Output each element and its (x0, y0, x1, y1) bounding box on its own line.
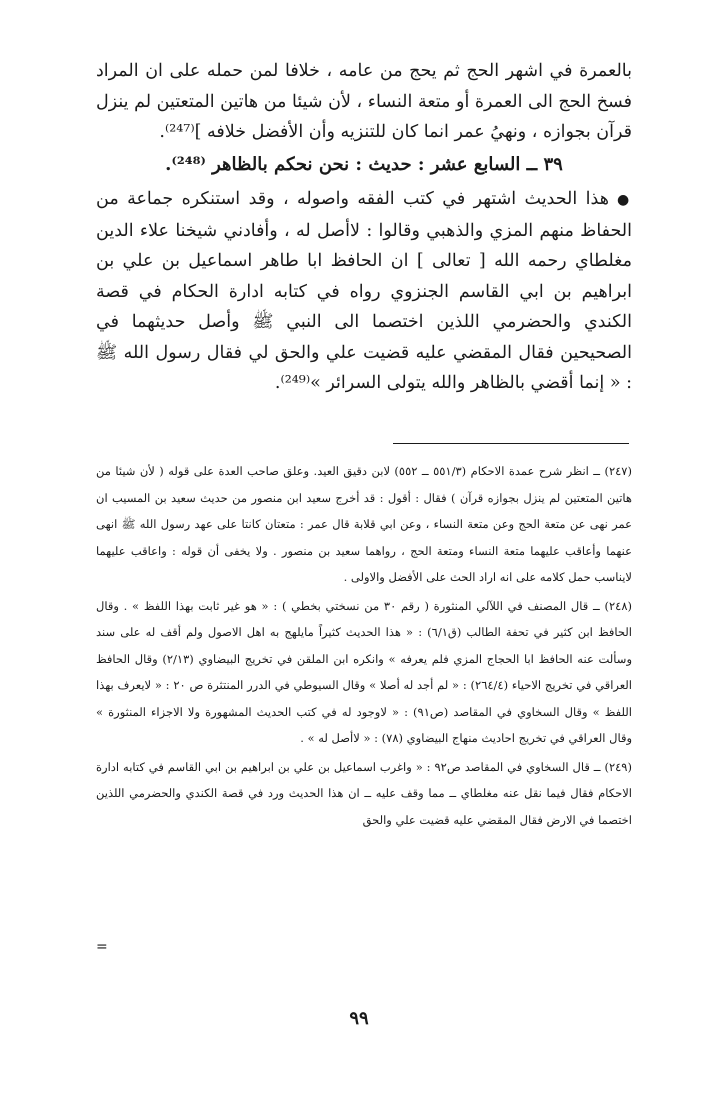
footnote-248: (٢٤٨) ــ قال المصنف في اللآلي المنثورة ( رقم ٣٠ من نسختي بخطي ) : « هو غير ثابت بهذا اللفظ » . وقال الحافظ ابن كثير في تحفة الطالب (ق٦/١) : « هذا الحديث كثيراً مايلهج به اهل الاصول ولم أقف له على سند وسألت عنه الحافظ ابا الحجاج المزي فلم يعرفه » وانكره ابن الملقن في تخريج البيضاوي (٢/١٣) وقال الحافظ العراقي في تخريج الاحياء (٢٦٤/٤) : « لم أجد له أصلا » وقال السيوطي في الدرر المنتثرة ص ٢٠ : « لايعرف بهذا اللفظ » وقال السخاوي في المقاصد (ص٩١) : « لاوجود له في كتب الحديث المشهورة ولا الاجزاء المنثورة » وقال العراقي في تخريج احاديث منهاج البيضاوي (٧٨) : « لاأصل له » . (96, 598, 633, 745)
footnote-divider (393, 443, 629, 444)
body-text: هذا الحديث اشتهر في كتب الفقه واصوله ، وقد استنكره جماعة من الحفاظ منهم المزي والذهبي وقالوا : لاأصل له ، وأفادني شيخنا علاء الدين مغلطاي رحمه الله [ تعالى ] ان الحافظ ابا طاهر اسماعيل بن علي بن ابراهيم بن ابي القاسم الجنزوي رواه في كتابه ادارة الحكام في قصة الكندي والحضرمي اللذين اختصما الى النبي ﷺ وأصل حديثهما في الصحيحين فقال المقضي عليه قضيت علي والحق لي فقال رسول الله ﷺ : « إنما أقضي بالظاهر والله يتولى السرائر »⁽²⁴⁹⁾. (96, 189, 632, 393)
page-number: ٩٩ (349, 1008, 369, 1029)
footnote-249: (٢٤٩) ــ قال السخاوي في المقاصد ص٩٢ : « واغرب اسماعيل بن علي بن ابراهيم بن ابي القاسم في كتابه ادارة الاحكام فقال فيما نقل عنه مغلطاي ــ مما وقف عليه ــ ان هذا الحديث ورد في قصة الكندي والحضرمي اللذين اختصما في الارض فقال المقضي عليه قضيت علي والحق (96, 759, 632, 827)
footnotes (96, 458, 632, 835)
bullet-icon: ● (616, 192, 632, 208)
intro-paragraph: بالعمرة في اشهر الحج ثم يحج من عامه ، خلافا لمن حمله على ان المراد فسخ الحج الى العمرة أو متعة النساء ، لأن شيئا من هاتين المتعتين لم ينزل قرآن بجوازه ، ونهيُ عمر انما كان للتنزيه وأن الأفضل خلافه ]⁽²⁴⁷⁾. (96, 61, 632, 142)
section-heading: ٣٩ ــ السابع عشر : حديث : نحن نحكم بالظاهر ⁽²⁴⁸⁾. (165, 153, 563, 175)
footnote-247: (٢٤٧) ــ انظر شرح عمدة الاحكام (٥٥١/٣ ــ ٥٥٢) لابن دقيق العيد. وعلق صاحب العدة على قوله ( لأن شيئا من هاتين المتعتين لم ينزل بجوازه قرآن ) فقال : أقول : قد أخرج سعيد ابن منصور من حديث سعيد بن المسيب ان عمر نهى عن متعة الحج وعن متعة النساء ، وعن ابي قلابة قال عمر : متعتان كانتا على عهد رسول الله ﷺ انهى عنهما وأعاقب عليهما متعة النساء ومتعة الحج ، رواهما سعيد بن منصور . ولا يخفى أن قوله : واعاقب عليهما لايناسب حمل كلامه على انه اراد الحث على الأفضل والاولى . (96, 464, 632, 584)
body-paragraph (96, 184, 632, 399)
continuation-mark: = (96, 939, 108, 955)
main-text (96, 56, 632, 399)
